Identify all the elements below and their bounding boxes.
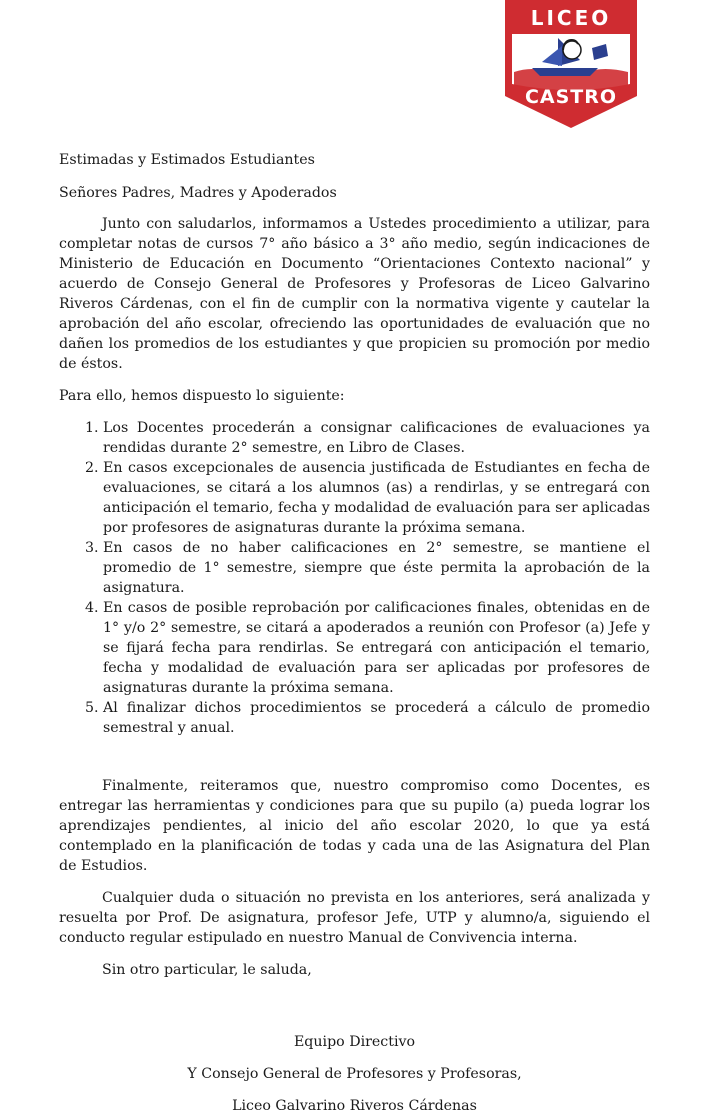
intro-paragraph: Junto con saludarlos, informamos a Ustedes procedimiento a utilizar, para completar notas de cursos 7° año básico a 3° año medio, según indicaciones de Ministerio de Educación en Documento “Orientaciones Contexto nacional” y acuerdo de Consejo General de Profesores y Profesoras de Liceo Galvarino Riveros Cárdenas, con el fin de cumplir con la normativa vigente y cautelar la aprobación del año escolar, ofreciendo las oportunidades de evaluación que no dañen los promedios de los estudiantes y que propicien su promoción por medio de éstos. — [59, 216, 650, 372]
signature-team: Equipo Directivo — [293, 1034, 416, 1050]
list-item: 3. En casos de no haber calificaciones en 2° semestre, se mantiene el promedio de 1° semestre, siempre que éste permita la aprobación de la asignatura. — [103, 538, 650, 598]
boat-hull — [532, 68, 598, 76]
procedure-list — [59, 418, 650, 738]
signature-school: Liceo Galvarino Riveros Cárdenas — [232, 1098, 477, 1114]
signature-council: Y Consejo General de Profesores y Profesoras, — [187, 1066, 522, 1082]
duda-paragraph: Cualquier duda o situación no prevista en los anteriores, será analizada y resuelta por Prof. De asignatura, profesor Jefe, UTP y alumno/a, siguiendo el conducto regular estipulado en nuestro Manual de Convivencia interna. — [59, 890, 650, 946]
list-item: 5. Al finalizar dichos procedimientos se procederá a cálculo de promedio semestral y anual. — [103, 698, 650, 738]
school-logo — [502, 0, 640, 130]
procedure-list-wrap — [59, 418, 650, 738]
list-item: 1. Los Docentes procederán a consignar calificaciones de evaluaciones ya rendidas durante 2° semestre, en Libro de Clases. — [103, 418, 650, 458]
closing-text: Sin otro particular, le saluda, — [102, 962, 312, 978]
greeting-students: Estimadas y Estimados Estudiantes — [59, 152, 315, 168]
letter-body — [59, 150, 650, 1116]
list-item: 2. En casos excepcionales de ausencia justificada de Estudiantes en fecha de evaluaciones, se citará a los alumnos (as) a rendirlas, y se entregará con anticipación el temario, fecha y modalidad de evaluación para ser aplicadas por profesores de asignaturas durante la próxima semana. — [103, 458, 650, 538]
logo-bottom-text: CASTRO — [524, 86, 618, 108]
finalmente-paragraph: Finalmente, reiteramos que, nuestro compromiso como Docentes, es entregar las herramientas y condiciones para que su pupilo (a) pueda lograr los aprendizajes pendientes, al inicio del año escolar 2020, lo que ya está contemplado en la planificación de todas y cada una de las Asignatura del Plan de Estudios. — [59, 778, 650, 874]
liceo-castro-shield-icon — [502, 0, 640, 130]
greeting-parents: Señores Padres, Madres y Apoderados — [59, 185, 337, 201]
list-item: 4. En casos de posible reprobación por calificaciones finales, obtenidas en de 1° y/o 2° semestre, se citará a apoderados a reunión con Profesor (a) Jefe y se fijará fecha para rendirlas. Se entregará con anticipación el temario, fecha y modalidad de evaluación para ser aplicadas por profesores de asignaturas durante la próxima semana. — [103, 598, 650, 698]
logo-top-text: LICEO — [530, 6, 612, 30]
pre-list-text: Para ello, hemos dispuesto lo siguiente: — [59, 388, 345, 404]
